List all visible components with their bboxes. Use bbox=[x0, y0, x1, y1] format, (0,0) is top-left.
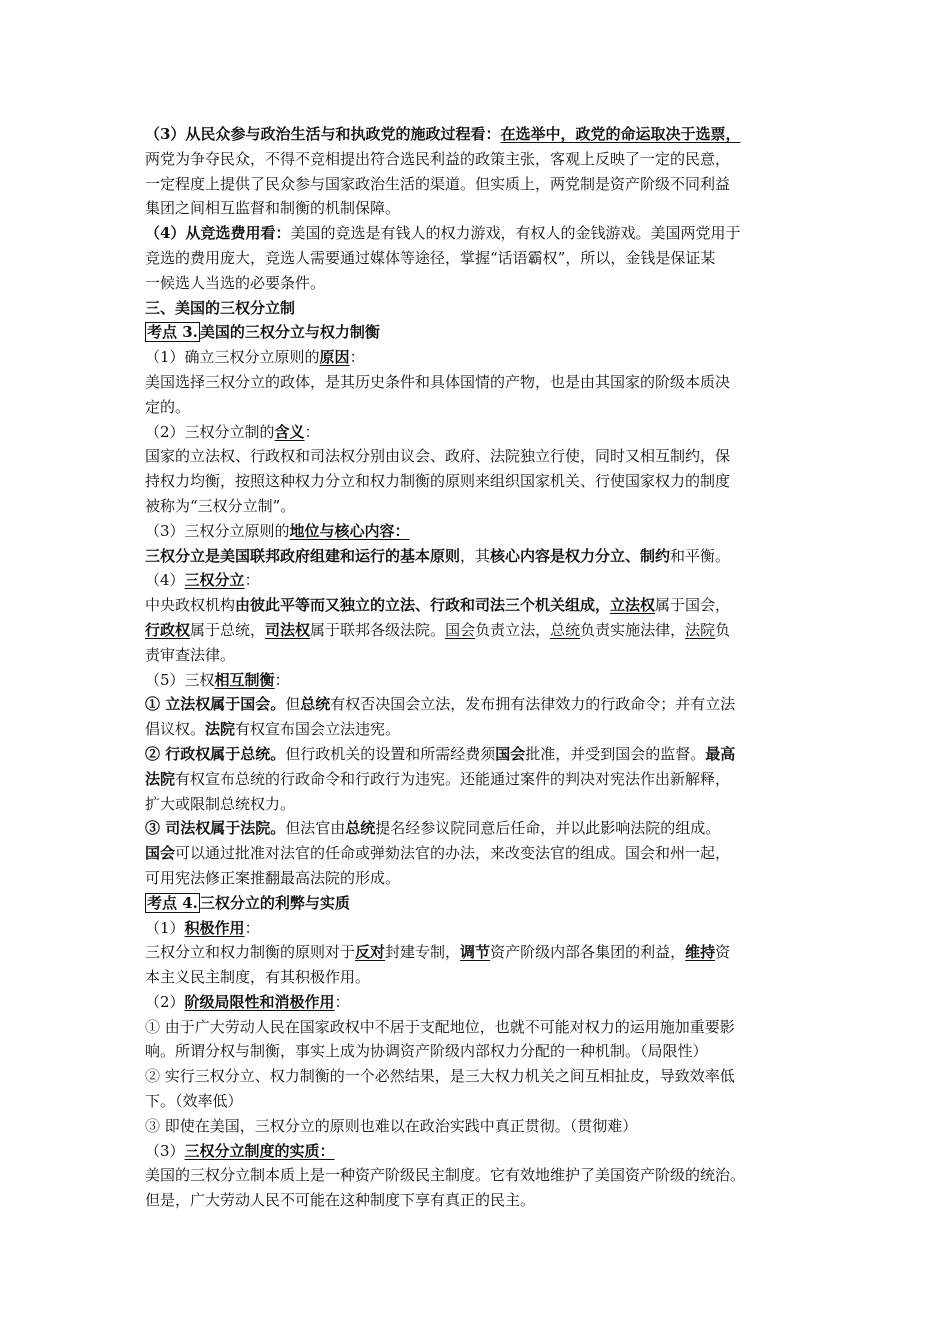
text: 和平衡。 bbox=[670, 546, 731, 565]
text: 有权否决国会立法，发布拥有法律效力的行政命令；并有立法 bbox=[330, 695, 736, 714]
key-term: 立法权 bbox=[610, 596, 656, 615]
colon: ： bbox=[274, 670, 290, 689]
body-line bbox=[145, 618, 815, 643]
sub-label: （2）三权分立制的 bbox=[145, 422, 275, 441]
text: ，其 bbox=[460, 546, 491, 565]
bold-text: 最高 bbox=[705, 744, 736, 763]
bold-text: 国会 bbox=[495, 744, 526, 763]
body-line: 国家的立法权、行政权和司法权分别由议会、政府、法院独立行使，同时又相互制约，保 bbox=[145, 447, 731, 466]
sub-label: （4） bbox=[145, 571, 185, 590]
check-item-legislative bbox=[145, 692, 815, 717]
sub-label: （1） bbox=[145, 918, 185, 937]
body-line: 一定程度上提供了民众参与国家政治生活的渠道。但实质上，两党制是资产阶级不同利益 bbox=[145, 174, 731, 193]
body-line: 下。（效率低） bbox=[145, 1092, 243, 1111]
text: 三权分立和权力制衡的原则对于 bbox=[145, 943, 356, 962]
colon: ： bbox=[244, 571, 260, 590]
sub-label: （3） bbox=[145, 1141, 185, 1160]
sub-heading-meaning bbox=[145, 420, 815, 445]
sub-key: 三权分立 bbox=[184, 571, 245, 590]
body-line bbox=[145, 841, 815, 866]
kaodian-title: 三权分立的利弊与实质 bbox=[199, 893, 350, 912]
bold-text: 法院 bbox=[205, 720, 236, 739]
bold-text: ② 行政权属于总统。 bbox=[145, 744, 286, 763]
sub-heading-positive bbox=[145, 916, 815, 941]
bold-text: 总统 bbox=[345, 819, 376, 838]
kaodian-label-box: 考点 4. bbox=[147, 893, 198, 912]
text: 有权宣布总统的行政命令和行政行为违宪。还能通过案件的判决对宪法作出新解释， bbox=[175, 769, 731, 788]
body-line: 集团之间相互监督和制衡的机制保障。 bbox=[145, 199, 401, 218]
colon: ： bbox=[334, 992, 350, 1011]
bold-text: 法院 bbox=[145, 769, 176, 788]
document-page bbox=[145, 122, 815, 1213]
bold-text: 由彼此平等而又独立的立法、行政和司法三个机关组成， bbox=[235, 596, 611, 615]
text: 属于国会， bbox=[655, 596, 731, 615]
bold-text: 核心内容是权力分立、制约 bbox=[490, 546, 671, 565]
sub-key: 含义 bbox=[274, 422, 305, 441]
bold-text: 总统 bbox=[300, 695, 331, 714]
body-line: 本主义民主制度，有其积极作用。 bbox=[145, 968, 371, 987]
key-term: 国会 bbox=[445, 620, 476, 639]
sub-heading-status bbox=[145, 519, 815, 544]
text: 资产阶级内部各集团的利益， bbox=[490, 943, 686, 962]
key-term: 维持 bbox=[685, 943, 716, 962]
body-line: 被称为“三权分立制”。 bbox=[145, 496, 296, 515]
text: 但行政机关的设置和所需经费须 bbox=[285, 744, 496, 763]
sub-label: （5）三权 bbox=[145, 670, 215, 689]
text: 但 bbox=[285, 695, 301, 714]
key-term: 司法权 bbox=[265, 620, 311, 639]
body-line: 但是，广大劳动人民不可能在这种制度下享有真正的民主。 bbox=[145, 1191, 536, 1210]
sub-key: 相互制衡 bbox=[214, 670, 275, 689]
key-term: 法院 bbox=[685, 620, 716, 639]
text: 但法官由 bbox=[285, 819, 346, 838]
bold-text: ① 立法权属于国会。 bbox=[145, 695, 286, 714]
check-item-executive bbox=[145, 742, 815, 767]
body-line: 责审查法律。 bbox=[145, 645, 236, 664]
sub-heading-reason bbox=[145, 345, 815, 370]
key-term: 总统 bbox=[550, 620, 581, 639]
sub-label: （1）确立三权分立原则的 bbox=[145, 348, 320, 367]
bold-text: 三权分立是美国联邦政府组建和运行的基本原则 bbox=[145, 546, 461, 565]
key-term: 调节 bbox=[460, 943, 491, 962]
section-heading: 三、美国的三权分立制 bbox=[145, 298, 296, 317]
body-line: 扩大或限制总统权力。 bbox=[145, 794, 296, 813]
body-line: 定的。 bbox=[145, 397, 191, 416]
text: 属于联邦各级法院。 bbox=[310, 620, 446, 639]
text: 封建专制， bbox=[385, 943, 461, 962]
kaodian-title: 美国的三权分立与权力制衡 bbox=[199, 323, 380, 342]
body-line bbox=[145, 544, 815, 569]
colon: ： bbox=[244, 918, 260, 937]
bold-text: 国会 bbox=[145, 844, 176, 863]
body-line bbox=[145, 940, 815, 965]
sub-key: 原因 bbox=[319, 348, 350, 367]
text: 倡议权。 bbox=[145, 720, 206, 739]
kaodian-3-heading bbox=[145, 320, 815, 345]
body-line: 一候选人当选的必要条件。 bbox=[145, 273, 326, 292]
body-line: 美国选择三权分立的政体，是其历史条件和具体国情的产物，也是由其国家的阶级本质决 bbox=[145, 372, 731, 391]
key-term: 反对 bbox=[355, 943, 386, 962]
sub-key: 阶级局限性和消极作用 bbox=[184, 992, 335, 1011]
heading-text: （4）从竞选费用看： bbox=[145, 224, 291, 243]
colon: ： bbox=[304, 422, 320, 441]
para-campaign-cost bbox=[145, 221, 815, 246]
sub-heading-checks bbox=[145, 668, 815, 693]
text: 有权宣布国会立法违宪。 bbox=[235, 720, 401, 739]
para-public-participation-heading bbox=[145, 122, 815, 147]
text: 资 bbox=[715, 943, 731, 962]
body-line: 响。所谓分权与制衡，事实上成为协调资产阶级内部权力分配的一种机制。（局限性） bbox=[145, 1042, 708, 1061]
sub-key: 三权分立制度的实质： bbox=[184, 1141, 335, 1160]
body-line: 美国的三权分立制本质上是一种资产阶级民主制度。它有效地维护了美国资产阶级的统治。 bbox=[145, 1166, 746, 1185]
key-term: 行政权 bbox=[145, 620, 191, 639]
text: 属于总统， bbox=[190, 620, 266, 639]
heading-text: （3）从民众参与政治生活与和执政党的施政过程看： bbox=[145, 125, 501, 143]
sub-label: （3）三权分立原则的 bbox=[145, 521, 290, 540]
text: 提名经参议院同意后任命，并以此影响法院的组成。 bbox=[375, 819, 721, 838]
text: 负责立法， bbox=[475, 620, 551, 639]
body-line: 竞选的费用庞大，竞选人需要通过媒体等途径，掌握“话语霸权”，所以，金钱是保证某 bbox=[145, 248, 716, 267]
text: 负责实施法律， bbox=[580, 620, 686, 639]
body-line: 可用宪法修正案推翻最高法院的形成。 bbox=[145, 868, 401, 887]
body-line: ③ 即使在美国，三权分立的原则也难以在政治实践中真正贯彻。（贯彻难） bbox=[145, 1116, 638, 1135]
body-line: 持权力均衡，按照这种权力分立和权力制衡的原则来组织国家机关、行使国家权力的制度 bbox=[145, 472, 731, 491]
body-line: 两党为争夺民众，不得不竞相提出符合选民利益的政策主张，客观上反映了一定的民意， bbox=[145, 149, 731, 168]
body-line bbox=[145, 767, 815, 792]
body-text: 美国的竞选是有钱人的权力游戏，有权人的金钱游戏。美国两党用于 bbox=[290, 224, 741, 243]
check-item-judicial bbox=[145, 816, 815, 841]
kaodian-4-heading bbox=[145, 891, 815, 916]
sub-key: 积极作用 bbox=[184, 918, 245, 937]
sub-heading-limitations bbox=[145, 990, 815, 1015]
bold-text: ③ 司法权属于法院。 bbox=[145, 819, 286, 838]
text: 可以通过批准对法官的任命或弹劾法官的办法，来改变法官的组成。国会和州一起， bbox=[175, 844, 731, 863]
text: 中央政权机构 bbox=[145, 596, 236, 615]
body-line: ① 由于广大劳动人民在国家政权中不居于支配地位，也就不可能对权力的运用施加重要影 bbox=[145, 1017, 735, 1036]
body-line: ② 实行三权分立、权力制衡的一个必然结果，是三大权力机关之间互相扯皮，导致效率低 bbox=[145, 1067, 735, 1086]
sub-key: 地位与核心内容： bbox=[289, 521, 410, 540]
text: 负 bbox=[715, 620, 731, 639]
kaodian-label-box: 考点 3. bbox=[147, 323, 198, 342]
sub-label: （2） bbox=[145, 992, 185, 1011]
sub-heading-separation bbox=[145, 568, 815, 593]
key-point-text: 在选举中，政党的命运取决于选票， bbox=[500, 125, 741, 143]
colon: ： bbox=[349, 348, 365, 367]
body-line bbox=[145, 717, 815, 742]
body-line bbox=[145, 593, 815, 618]
text: 批准，并受到国会的监督。 bbox=[525, 744, 706, 763]
sub-heading-essence bbox=[145, 1139, 815, 1164]
